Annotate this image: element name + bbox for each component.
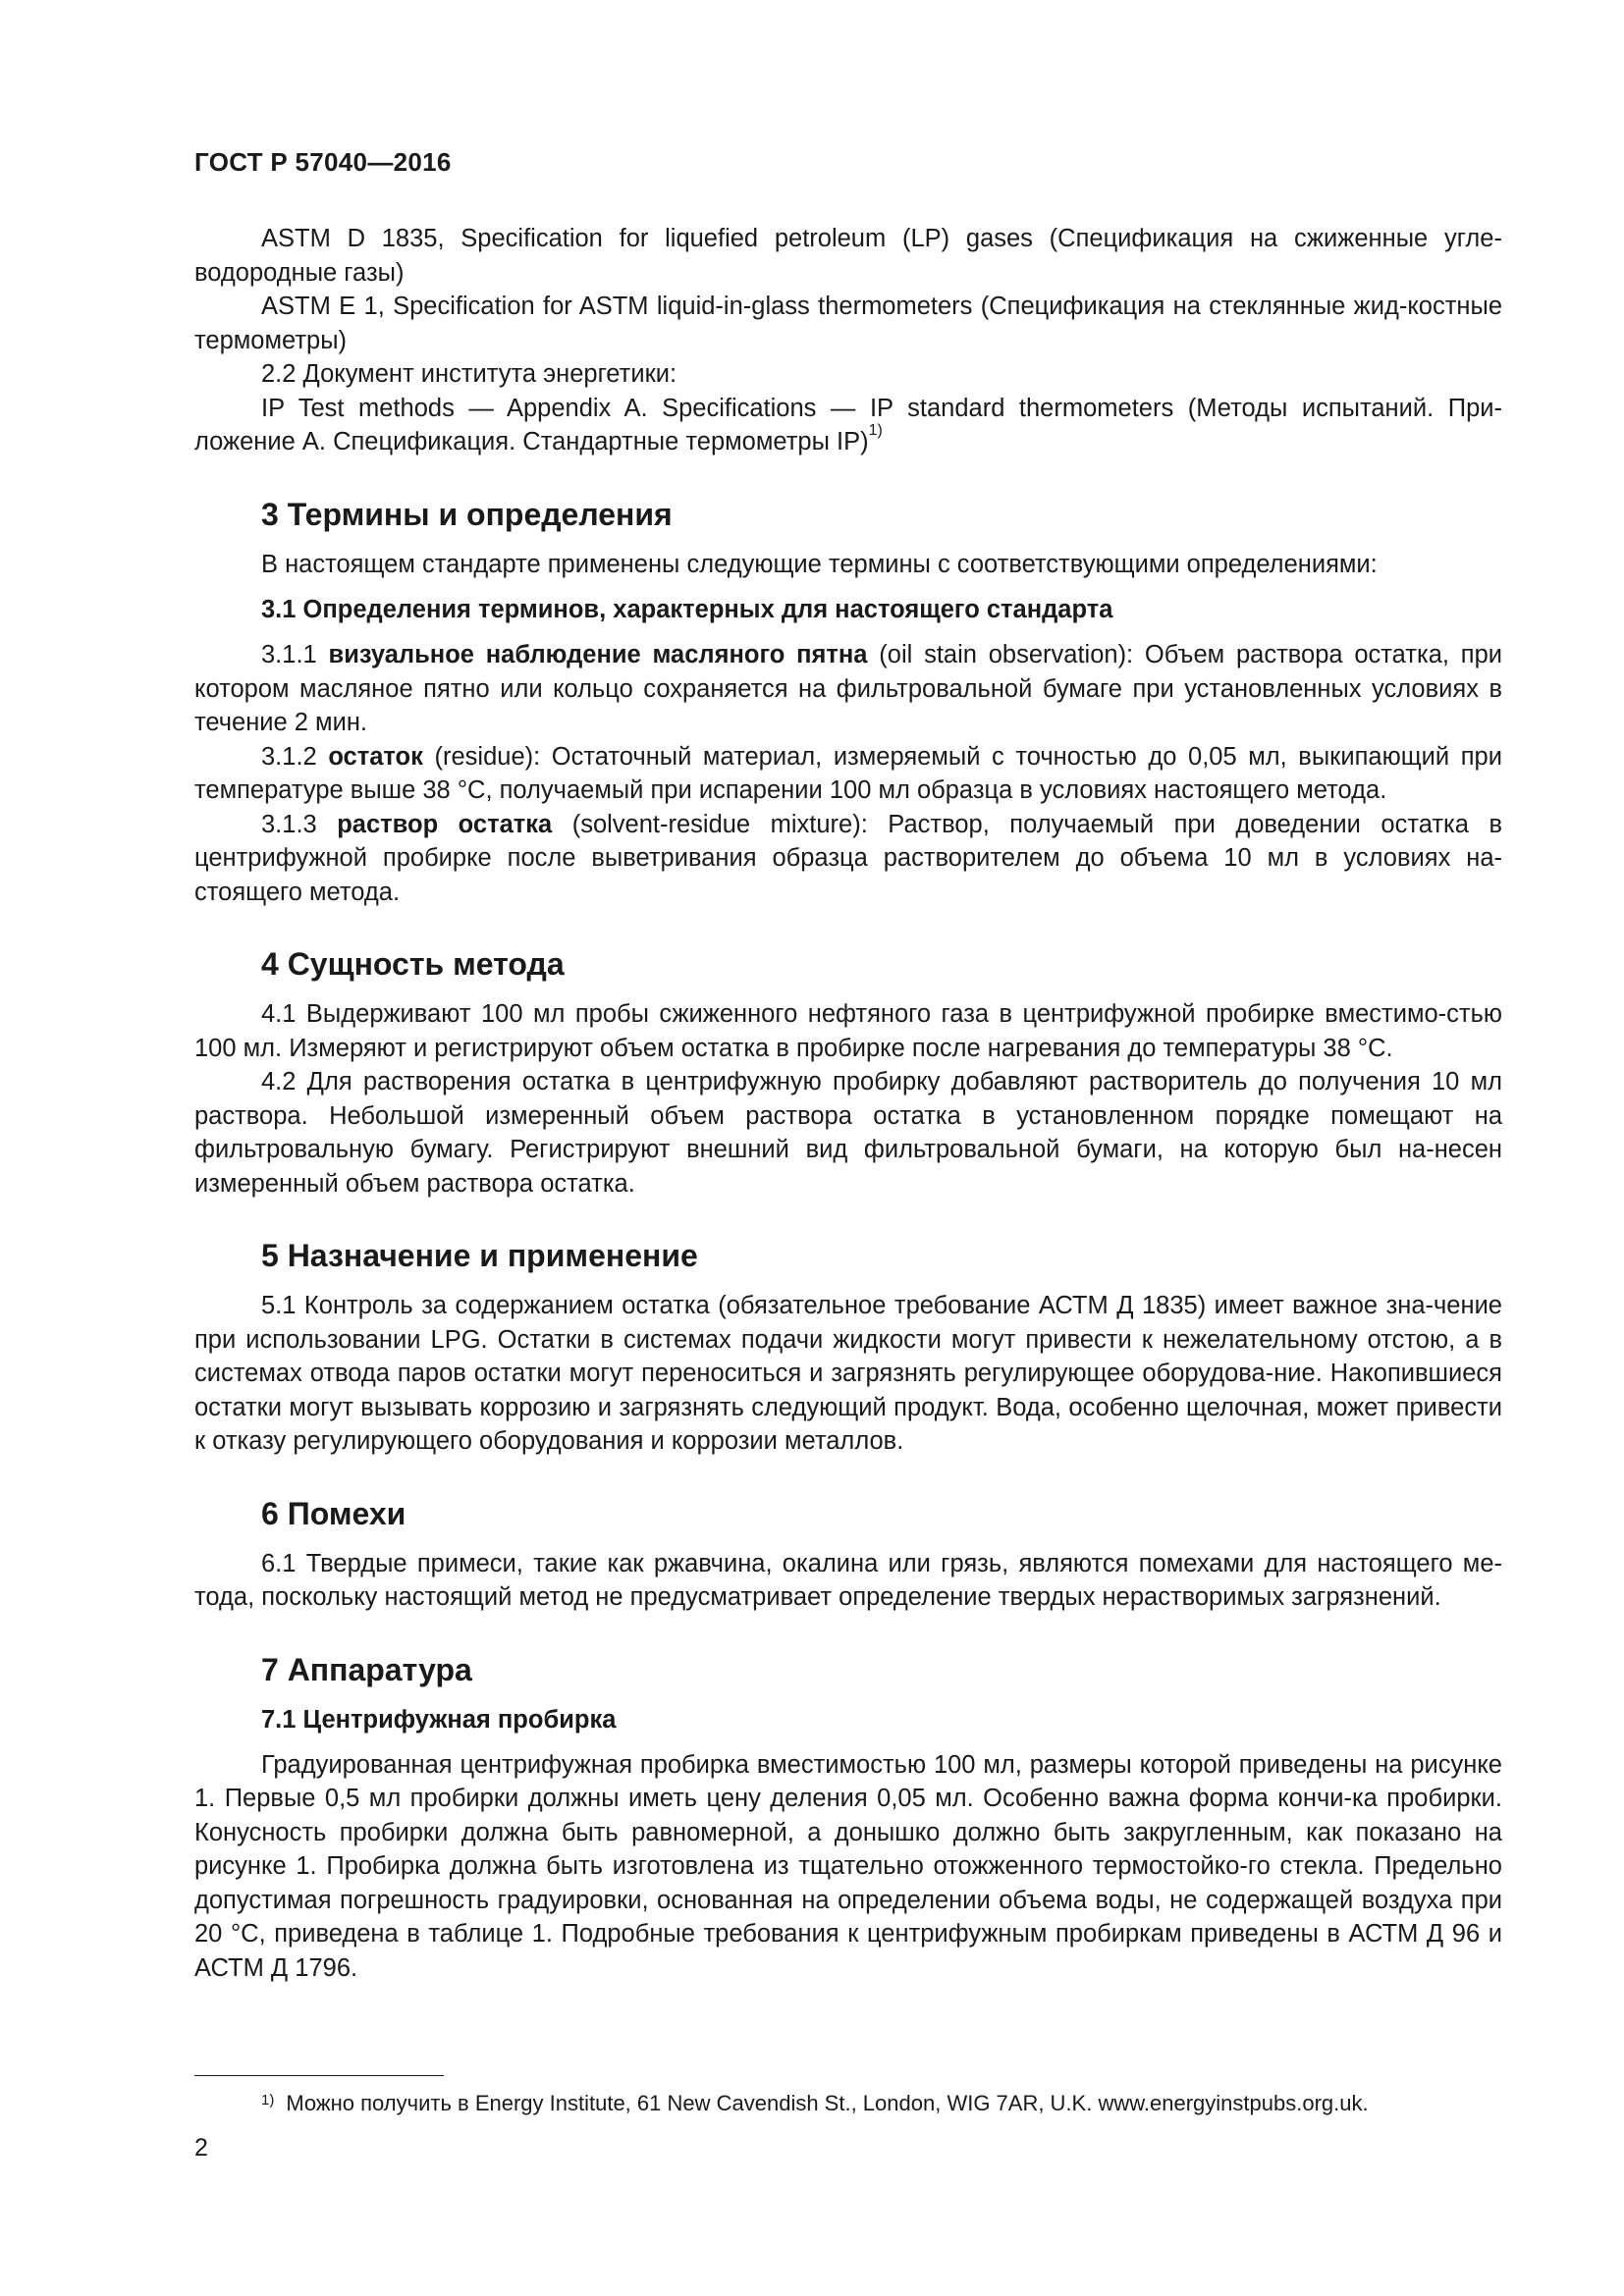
ref-ip-test xyxy=(194,392,1502,459)
ref-astm-d1835: ASTM D 1835, Specification for liquefied petroleum (LP) gases (Спецификация на сжиженные угле-водородные газы) xyxy=(194,225,1502,287)
term-number: 3.1.1 xyxy=(261,641,317,668)
section-3-1-title: 3.1 Определения терминов, характерных для настоящего стандарта xyxy=(261,596,1113,623)
term-3-1-2 xyxy=(194,740,1502,808)
section-6-title: 6 Помехи xyxy=(261,1495,406,1531)
term-name: остаток xyxy=(328,742,423,771)
term-3-1-3 xyxy=(194,808,1502,910)
footnote-marker: 1) xyxy=(261,2092,275,2109)
term-number: 3.1.2 xyxy=(261,742,317,771)
term-definition: (solvent-residue mixture): Раствор, получаемый при доведении остатка в центрифужной пробирке после выветривания образца растворителем до объема 10 мл в условиях на-стоящего метода. xyxy=(194,810,1502,906)
term-3-1-1 xyxy=(194,638,1502,740)
section-2-2: 2.2 Документ института энергетики: xyxy=(261,360,677,388)
page-number: 2 xyxy=(194,2134,208,2162)
section-5-title: 5 Назначение и применение xyxy=(261,1238,698,1273)
section-4-1: 4.1 Выдерживают 100 мл пробы сжиженного нефтяного газа в центрифужной пробирке вместимо-стью 100 мл. Измеряют и регистрируют объем остатка в пробирке после нагревания до температуры 38 °С. xyxy=(194,1000,1502,1062)
document-body xyxy=(194,222,1502,1985)
term-name: визуальное наблюдение масляного пятна xyxy=(328,641,868,668)
section-3-intro: В настоящем стандарте применены следующие термины с соответствующими определениями: xyxy=(261,550,1378,578)
section-6-1: 6.1 Твердые примеси, такие как ржавчина, окалина или грязь, являются помехами для настоящего ме-тода, поскольку настоящий метод не предусматривает определение твердых нерастворимых загрязнений. xyxy=(194,1549,1502,1611)
term-definition: (oil stain observation): Объем раствора остатка, при котором масляное пятно или кольцо сохраняется на фильтровальной бумаге при установленных условиях в течение 2 мин. xyxy=(194,641,1502,736)
section-5-1: 5.1 Контроль за содержанием остатка (обязательное требование АСТМ Д 1835) имеет важное зна-чение при использовании LPG. Остатки в системах подачи жидкости могут привести к нежелательному отстою, а в системах отвода паров остатки могут переноситься и загрязнять регулирующее оборудова-ние. Накопившиеся остатки могут вызывать коррозию и загрязнять следующий продукт. Вода, особенно щелочная, может привести к отказу регулирующего оборудования и коррозии металлов. xyxy=(194,1292,1502,1455)
ref-ip-test-text: IP Test methods — Appendix A. Specifications — IP standard thermometers (Методы испытаний. При-ложение А. Спецификация. Стандартные термометры IP) xyxy=(194,394,1502,455)
footnote-text: Можно получить в Energy Institute, 61 New Cavendish St., London, WIG 7AR, U.K. www.energyinstpubs.org.uk. xyxy=(286,2091,1369,2115)
section-4-title: 4 Сущность метода xyxy=(261,946,565,982)
section-7-1-text: Градуированная центрифужная пробирка вместимостью 100 мл, размеры которой приведены на рисунке 1. Первые 0,5 мл пробирки должны иметь цену деления 0,05 мл. Особенно важна форма кончи-ка пробирки. Конусность пробирки должна быть равномерной, а донышко должно быть закругленным, как показано на рисунке 1. Пробирка должна быть изготовлена из тщательно отожженного термостойко-го стекла. Предельно допустимая погрешность градуировки, основанная на определении объема воды, не содержащей воздуха при 20 °С, приведена в таблице 1. Подробные требования к центрифужным пробиркам приведены в АСТМ Д 96 и АСТМ Д 1796. xyxy=(194,1750,1502,1982)
footnote-ref-marker: 1) xyxy=(868,422,883,439)
section-4-2: 4.2 Для растворения остатка в центрифужную пробирку добавляют растворитель до получения 10 мл раствора. Небольшой измеренный объем раствора остатка в установленном порядке помещают на фильтровальную бумагу. Регистрируют внешний вид фильтровальной бумаги, на которую был на-несен измеренный объем раствора остатка. xyxy=(194,1068,1502,1198)
term-number: 3.1.3 xyxy=(261,810,317,838)
footnote xyxy=(261,2089,1508,2118)
section-7-1-title: 7.1 Центрифужная пробирка xyxy=(261,1705,617,1734)
footnote-separator xyxy=(194,2075,444,2076)
term-definition: (residue): Остаточный материал, измеряемый с точностью до 0,05 мл, выкипающий при температуре выше 38 °С, получаемый при испарении 100 мл образца в условиях настоящего метода. xyxy=(194,742,1502,804)
ref-astm-e1: ASTM E 1, Specification for ASTM liquid-in-glass thermometers (Спецификация на стеклянные жид-костные термометры) xyxy=(194,293,1502,354)
section-3-title: 3 Термины и определения xyxy=(261,496,673,532)
term-name: раствор остатка xyxy=(337,810,553,838)
section-7-title: 7 Аппаратура xyxy=(261,1651,472,1687)
document-id: ГОСТ Р 57040—2016 xyxy=(194,147,452,177)
